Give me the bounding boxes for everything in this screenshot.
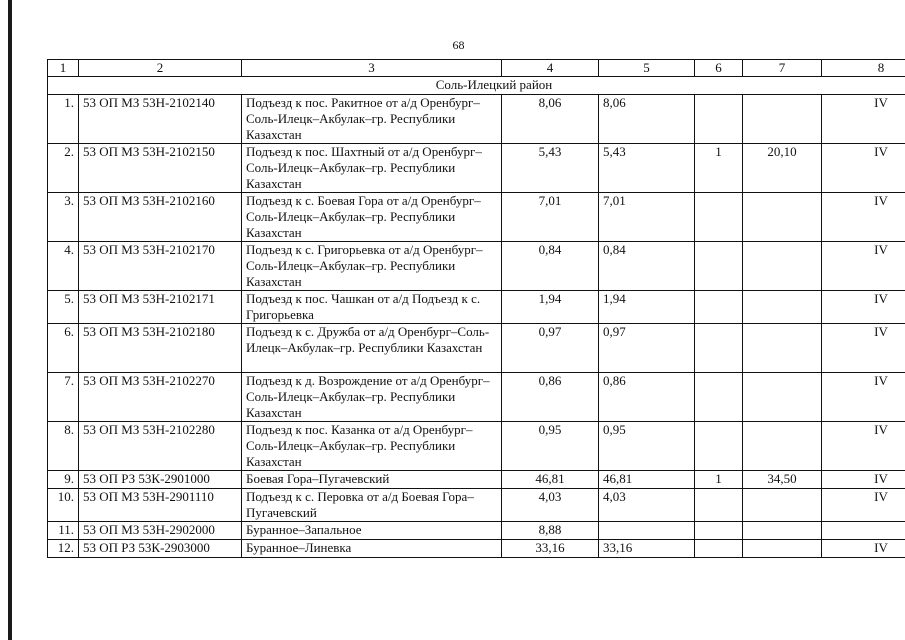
col5-value: 8,06: [599, 95, 695, 144]
row-number: 2.: [48, 144, 79, 193]
col7-value: [743, 193, 822, 242]
col4-value: 7,01: [502, 193, 599, 242]
road-id: 53 ОП МЗ 53Н-2102270: [79, 373, 242, 422]
col4-value: 1,94: [502, 291, 599, 324]
col6-value: [695, 422, 743, 471]
col8-value: IV: [822, 422, 905, 471]
col6-value: [695, 373, 743, 422]
col6-value: [695, 324, 743, 373]
col7-value: [743, 489, 822, 522]
col6-value: 1: [695, 471, 743, 489]
road-id: 53 ОП МЗ 53Н-2102180: [79, 324, 242, 373]
table-row: [48, 144, 905, 193]
table-row: [48, 373, 905, 422]
col4-value: 4,03: [502, 489, 599, 522]
col8-value: IV: [822, 242, 905, 291]
row-number: 5.: [48, 291, 79, 324]
col8-value: [822, 522, 905, 540]
col5-value: 7,01: [599, 193, 695, 242]
col4-value: 0,95: [502, 422, 599, 471]
col4-value: 0,84: [502, 242, 599, 291]
row-number: 3.: [48, 193, 79, 242]
row-number: 10.: [48, 489, 79, 522]
row-number: 12.: [48, 540, 79, 558]
table-row: [48, 540, 905, 558]
col4-value: 0,97: [502, 324, 599, 373]
roads-table: [47, 59, 905, 558]
col8-value: IV: [822, 291, 905, 324]
road-id: 53 ОП МЗ 53Н-2102171: [79, 291, 242, 324]
col5-value: 0,86: [599, 373, 695, 422]
col7-value: [743, 324, 822, 373]
header-cell: 5: [599, 60, 695, 77]
scan-edge-line: [8, 0, 12, 640]
road-id: 53 ОП МЗ 53Н-2102160: [79, 193, 242, 242]
road-id: 53 ОП МЗ 53Н-2901110: [79, 489, 242, 522]
table-row: [48, 291, 905, 324]
road-id: 53 ОП МЗ 53Н-2102280: [79, 422, 242, 471]
row-number: 8.: [48, 422, 79, 471]
road-name: Подъезд к д. Возрождение от а/д Оренбург–Соль-Илецк–Акбулак–гр. Республики Казахстан: [242, 373, 502, 422]
col7-value: [743, 291, 822, 324]
table-row: [48, 193, 905, 242]
road-id: 53 ОП МЗ 53Н-2102140: [79, 95, 242, 144]
road-name: Подъезд к пос. Казанка от а/д Оренбург–Соль-Илецк–Акбулак–гр. Республики Казахстан: [242, 422, 502, 471]
col7-value: [743, 522, 822, 540]
table-row: [48, 489, 905, 522]
section-row: [48, 77, 905, 95]
col5-value: 0,95: [599, 422, 695, 471]
road-id: 53 ОП МЗ 53Н-2102170: [79, 242, 242, 291]
col8-value: IV: [822, 324, 905, 373]
table-row: [48, 422, 905, 471]
table-row: [48, 522, 905, 540]
row-number: 6.: [48, 324, 79, 373]
col6-value: [695, 489, 743, 522]
col5-value: 4,03: [599, 489, 695, 522]
road-id: 53 ОП МЗ 53Н-2102150: [79, 144, 242, 193]
road-name: Подъезд к пос. Ракитное от а/д Оренбург–Соль-Илецк–Акбулак–гр. Республики Казахстан: [242, 95, 502, 144]
row-number: 9.: [48, 471, 79, 489]
road-name: Подъезд к пос. Шахтный от а/д Оренбург–Соль-Илецк–Акбулак–гр. Республики Казахстан: [242, 144, 502, 193]
row-number: 1.: [48, 95, 79, 144]
col5-value: 5,43: [599, 144, 695, 193]
table-row: [48, 471, 905, 489]
col6-value: 1: [695, 144, 743, 193]
col6-value: [695, 193, 743, 242]
page-number: 68: [452, 38, 465, 52]
col6-value: [695, 291, 743, 324]
road-id: 53 ОП МЗ 53Н-2902000: [79, 522, 242, 540]
header-cell: 1: [48, 60, 79, 77]
header-cell: 3: [242, 60, 502, 77]
header-row: [48, 60, 905, 77]
col6-value: [695, 540, 743, 558]
col4-value: 5,43: [502, 144, 599, 193]
col4-value: 46,81: [502, 471, 599, 489]
col4-value: 8,06: [502, 95, 599, 144]
road-name: Подъезд к с. Дружба от а/д Оренбург–Соль-Илецк–Акбулак–гр. Республики Казахстан: [242, 324, 502, 373]
col5-value: 0,97: [599, 324, 695, 373]
col8-value: IV: [822, 95, 905, 144]
col4-value: 0,86: [502, 373, 599, 422]
col7-value: [743, 373, 822, 422]
road-name: Подъезд к пос. Чашкан от а/д Подъезд к с. Григорьевка: [242, 291, 502, 324]
col5-value: 33,16: [599, 540, 695, 558]
col7-value: 34,50: [743, 471, 822, 489]
col7-value: [743, 95, 822, 144]
col6-value: [695, 95, 743, 144]
col4-value: 8,88: [502, 522, 599, 540]
col8-value: IV: [822, 144, 905, 193]
road-id: 53 ОП РЗ 53К-2901000: [79, 471, 242, 489]
col7-value: 20,10: [743, 144, 822, 193]
col8-value: IV: [822, 489, 905, 522]
header-cell: 2: [79, 60, 242, 77]
row-number: 7.: [48, 373, 79, 422]
col5-value: 1,94: [599, 291, 695, 324]
road-name: Подъезд к с. Григорьевка от а/д Оренбург–Соль-Илецк–Акбулак–гр. Республики Казахстан: [242, 242, 502, 291]
row-number: 4.: [48, 242, 79, 291]
road-name: Буранное–Линевка: [242, 540, 502, 558]
col8-value: IV: [822, 193, 905, 242]
road-id: 53 ОП РЗ 53К-2903000: [79, 540, 242, 558]
col8-value: IV: [822, 471, 905, 489]
col5-value: [599, 522, 695, 540]
col5-value: 0,84: [599, 242, 695, 291]
col7-value: [743, 422, 822, 471]
col8-value: IV: [822, 373, 905, 422]
road-name: Подъезд к с. Перовка от а/д Боевая Гора–Пугачевский: [242, 489, 502, 522]
col8-value: IV: [822, 540, 905, 558]
header-cell: 8: [822, 60, 905, 77]
road-name: Подъезд к с. Боевая Гора от а/д Оренбург–Соль-Илецк–Акбулак–гр. Республики Казахстан: [242, 193, 502, 242]
road-name: Буранное–Запальное: [242, 522, 502, 540]
col6-value: [695, 242, 743, 291]
table-row: [48, 242, 905, 291]
row-number: 11.: [48, 522, 79, 540]
section-title: Соль-Илецкий район: [48, 77, 905, 95]
header-cell: 7: [743, 60, 822, 77]
table-row: [48, 324, 905, 373]
col5-value: 46,81: [599, 471, 695, 489]
col7-value: [743, 540, 822, 558]
header-cell: 6: [695, 60, 743, 77]
table-row: [48, 95, 905, 144]
road-name: Боевая Гора–Пугачевский: [242, 471, 502, 489]
header-cell: 4: [502, 60, 599, 77]
col4-value: 33,16: [502, 540, 599, 558]
col6-value: [695, 522, 743, 540]
col7-value: [743, 242, 822, 291]
